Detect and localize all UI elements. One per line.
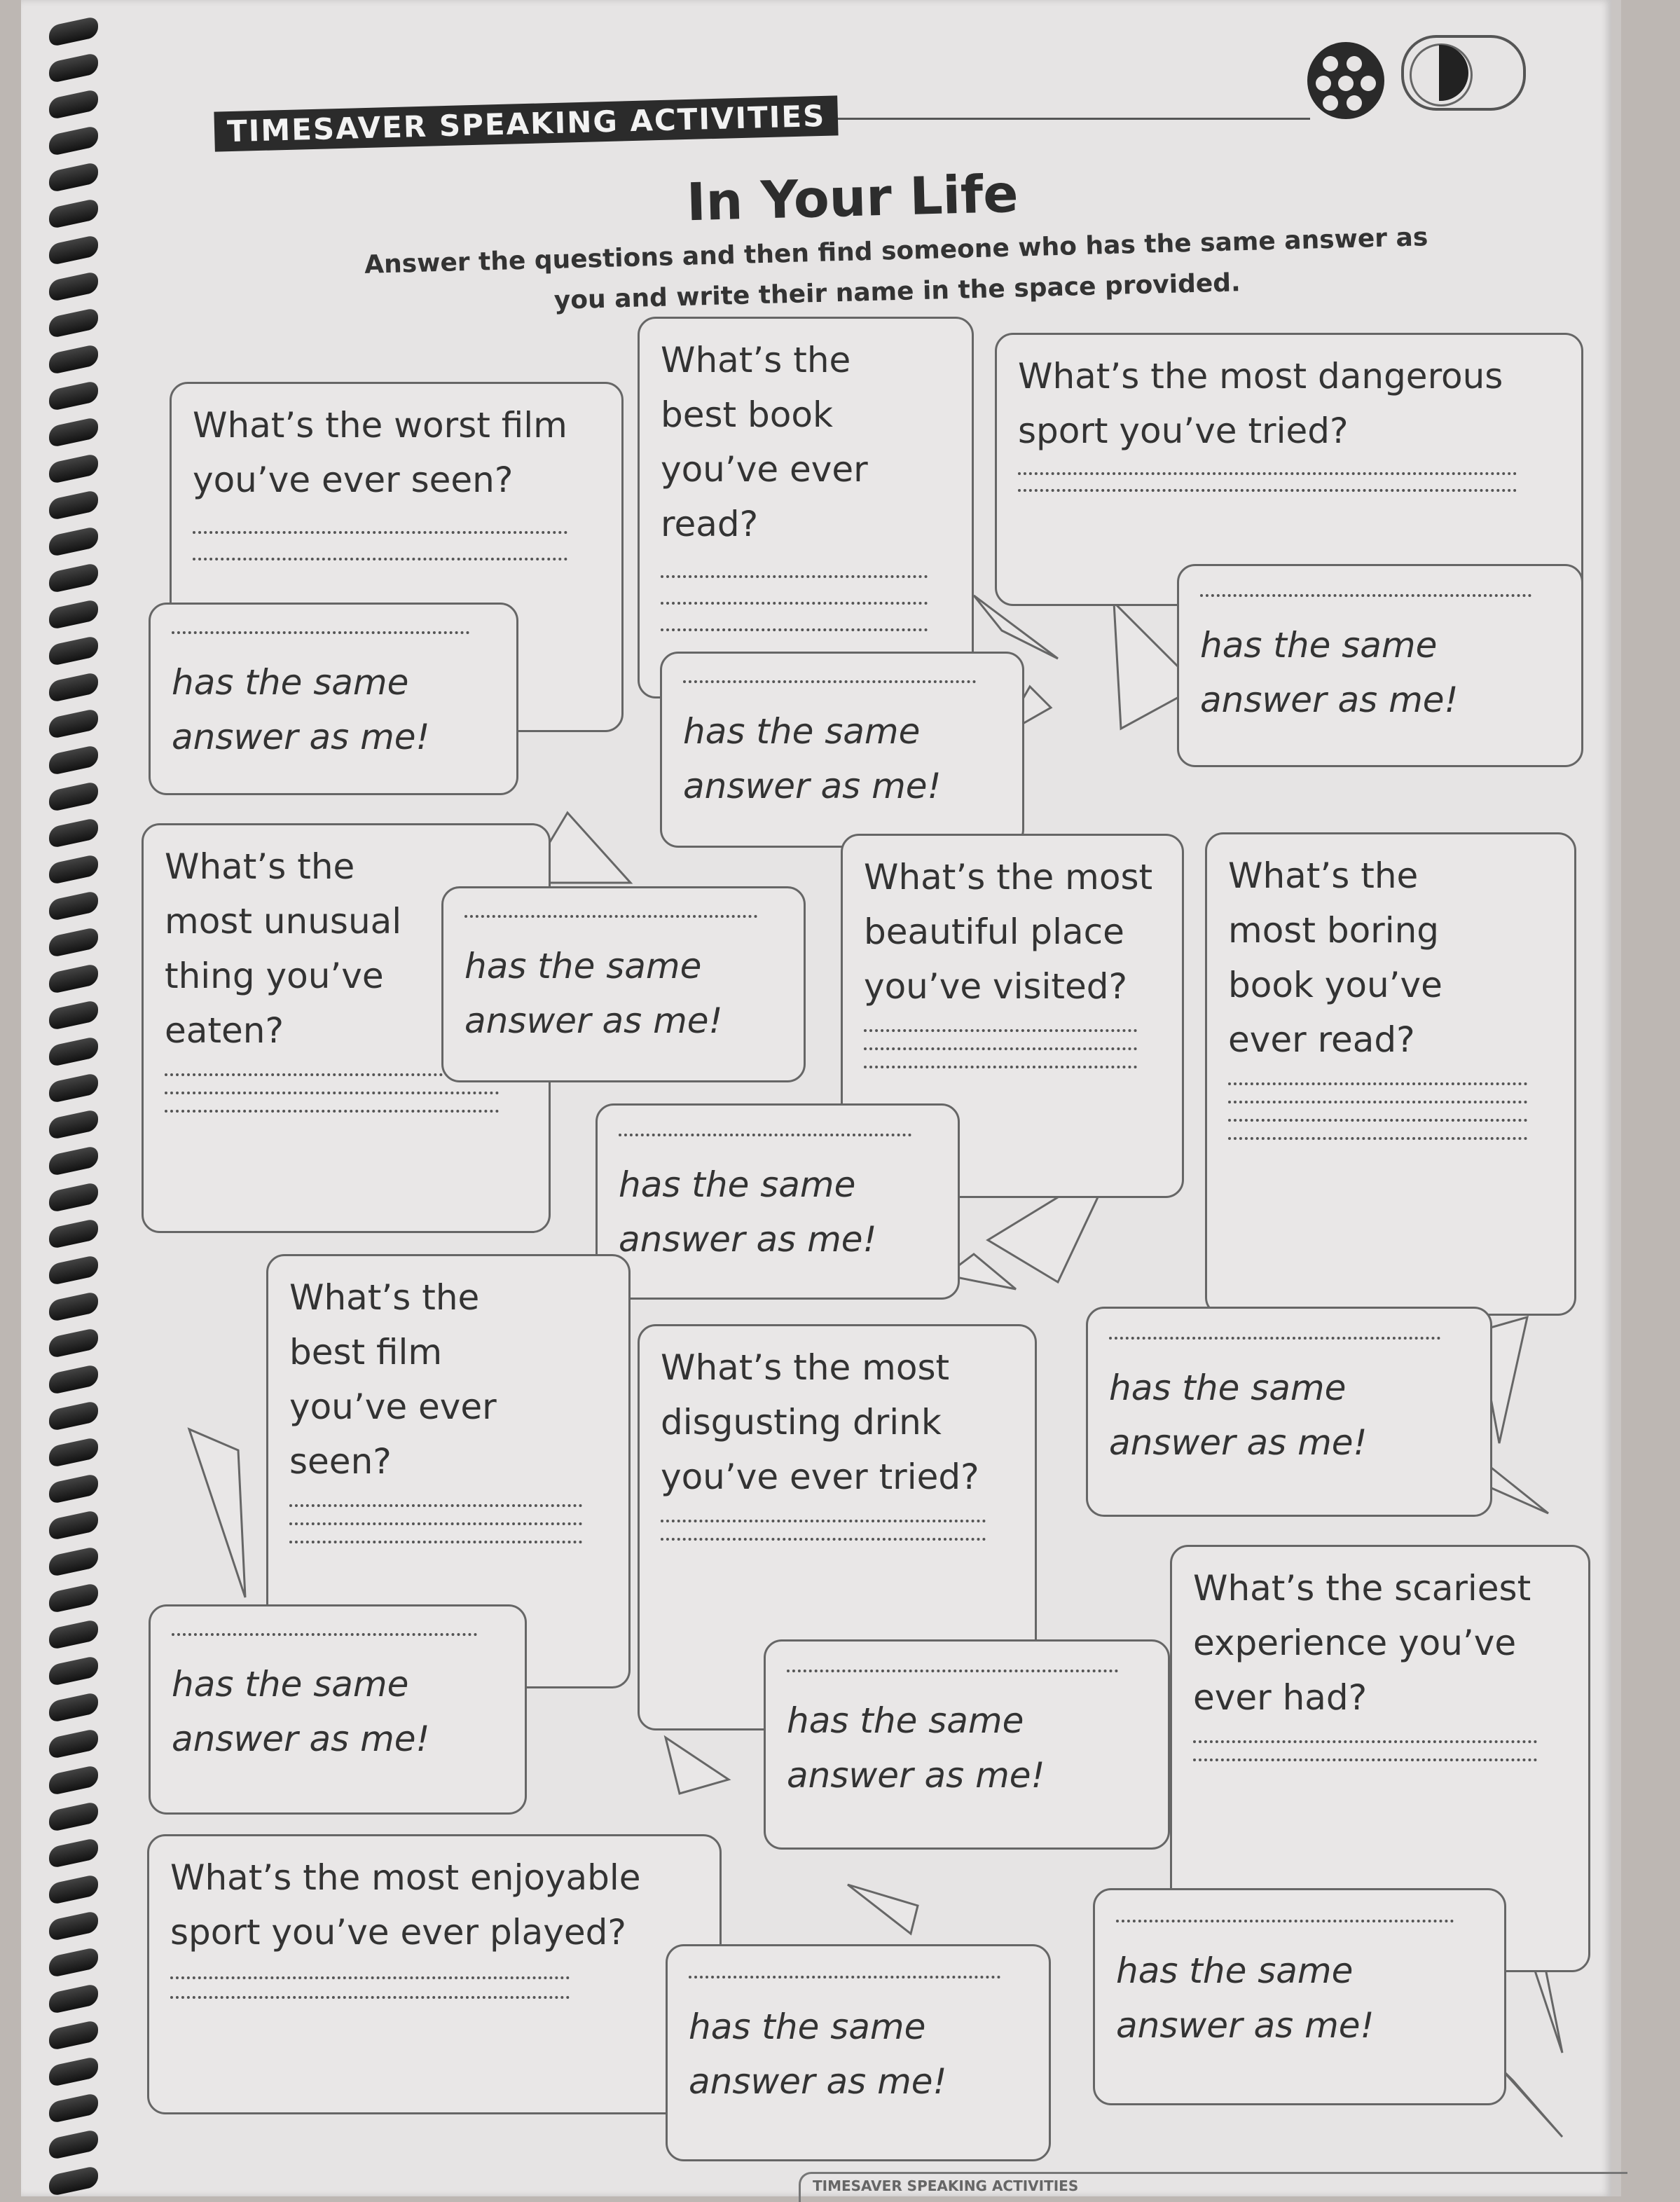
- answer-line[interactable]: [193, 531, 567, 534]
- name-line[interactable]: [1109, 1337, 1440, 1340]
- answer-line[interactable]: [661, 602, 928, 605]
- same-answer-bubble: has the same answer as me!: [1086, 1307, 1492, 1517]
- answer-line[interactable]: [289, 1522, 582, 1525]
- question-text: What’s the most enjoyable sport you’ve ever played?: [170, 1857, 641, 1953]
- answer-line[interactable]: [1228, 1101, 1527, 1103]
- question-bubble-boring-book: [1205, 832, 1576, 1316]
- answer-line[interactable]: [165, 1110, 499, 1113]
- same-answer-bubble: has the same answer as me!: [441, 886, 806, 1082]
- question-text: What’s the best film you’ve ever seen?: [289, 1277, 497, 1482]
- same-answer-bubble: has the same answer as me!: [1093, 1888, 1506, 2105]
- instructions: Answer the questions and then find someone who has the same answer as you and write their name in the space provided.: [364, 223, 1428, 315]
- answer-line[interactable]: [1228, 1119, 1527, 1122]
- name-line[interactable]: [683, 680, 976, 683]
- name-line[interactable]: [689, 1976, 1000, 1979]
- question-text: What’s the most unusual thing you’ve eaten?: [165, 846, 402, 1051]
- answer-line[interactable]: [661, 575, 928, 578]
- question-text: What’s the most disgusting drink you’ve ever tried?: [661, 1347, 979, 1497]
- same-answer-bubble: has the same answer as me!: [660, 652, 1024, 848]
- same-answer-bubble: has the same answer as me!: [149, 603, 518, 795]
- answer-line[interactable]: [1228, 1082, 1527, 1085]
- same-answer-bubble: has the same answer as me!: [1177, 564, 1583, 767]
- answer-line[interactable]: [170, 1976, 570, 1979]
- answer-line[interactable]: [864, 1047, 1137, 1050]
- answer-line[interactable]: [1228, 1137, 1527, 1140]
- name-line[interactable]: [172, 1633, 477, 1636]
- answer-line[interactable]: [864, 1029, 1137, 1032]
- question-text: What’s the scariest experience you’ve ever had?: [1193, 1568, 1531, 1718]
- name-line[interactable]: [619, 1134, 911, 1136]
- question-text: What’s the most boring book you’ve ever read?: [1228, 855, 1443, 1060]
- answer-line[interactable]: [1018, 472, 1517, 475]
- question-bubble-best-book: [638, 317, 974, 699]
- name-line[interactable]: [172, 631, 469, 634]
- worksheet-page: [21, 0, 1621, 2196]
- same-answer-bubble: has the same answer as me!: [764, 1639, 1170, 1850]
- answer-line[interactable]: [193, 558, 567, 560]
- same-answer-bubble: has the same answer as me!: [149, 1604, 527, 1815]
- question-text: What’s the most dangerous sport you’ve tried?: [1018, 356, 1503, 451]
- answer-line[interactable]: [1193, 1740, 1537, 1743]
- answer-line[interactable]: [289, 1541, 582, 1543]
- answer-line[interactable]: [864, 1066, 1137, 1068]
- footer-label: TIMESAVER SPEAKING ACTIVITIES: [813, 2177, 1079, 2194]
- answer-line[interactable]: [1018, 489, 1517, 492]
- answer-line[interactable]: [661, 1520, 986, 1522]
- answer-line[interactable]: [165, 1092, 499, 1094]
- name-line[interactable]: [464, 915, 757, 918]
- answer-line[interactable]: [289, 1504, 582, 1507]
- question-text: What’s the most beautiful place you’ve visited?: [864, 857, 1153, 1007]
- same-answer-bubble: has the same answer as me!: [666, 1944, 1051, 2161]
- answer-line[interactable]: [661, 628, 928, 631]
- answer-line[interactable]: [170, 1996, 570, 1999]
- name-line[interactable]: [787, 1670, 1118, 1672]
- series-label: TIMESAVER SPEAKING ACTIVITIES: [214, 95, 839, 151]
- same-answer-bubble: has the same answer as me!: [595, 1103, 960, 1300]
- question-text: What’s the worst film you’ve ever seen?: [193, 405, 567, 500]
- name-line[interactable]: [1116, 1920, 1454, 1922]
- question-bubble-enjoyable-sport: [147, 1834, 722, 2114]
- answer-line[interactable]: [1193, 1759, 1537, 1761]
- worksheet-title: In Your Life: [685, 163, 1019, 233]
- answer-line[interactable]: [661, 1538, 986, 1541]
- question-text: What’s the best book you’ve ever read?: [661, 340, 868, 544]
- name-line[interactable]: [1200, 594, 1531, 597]
